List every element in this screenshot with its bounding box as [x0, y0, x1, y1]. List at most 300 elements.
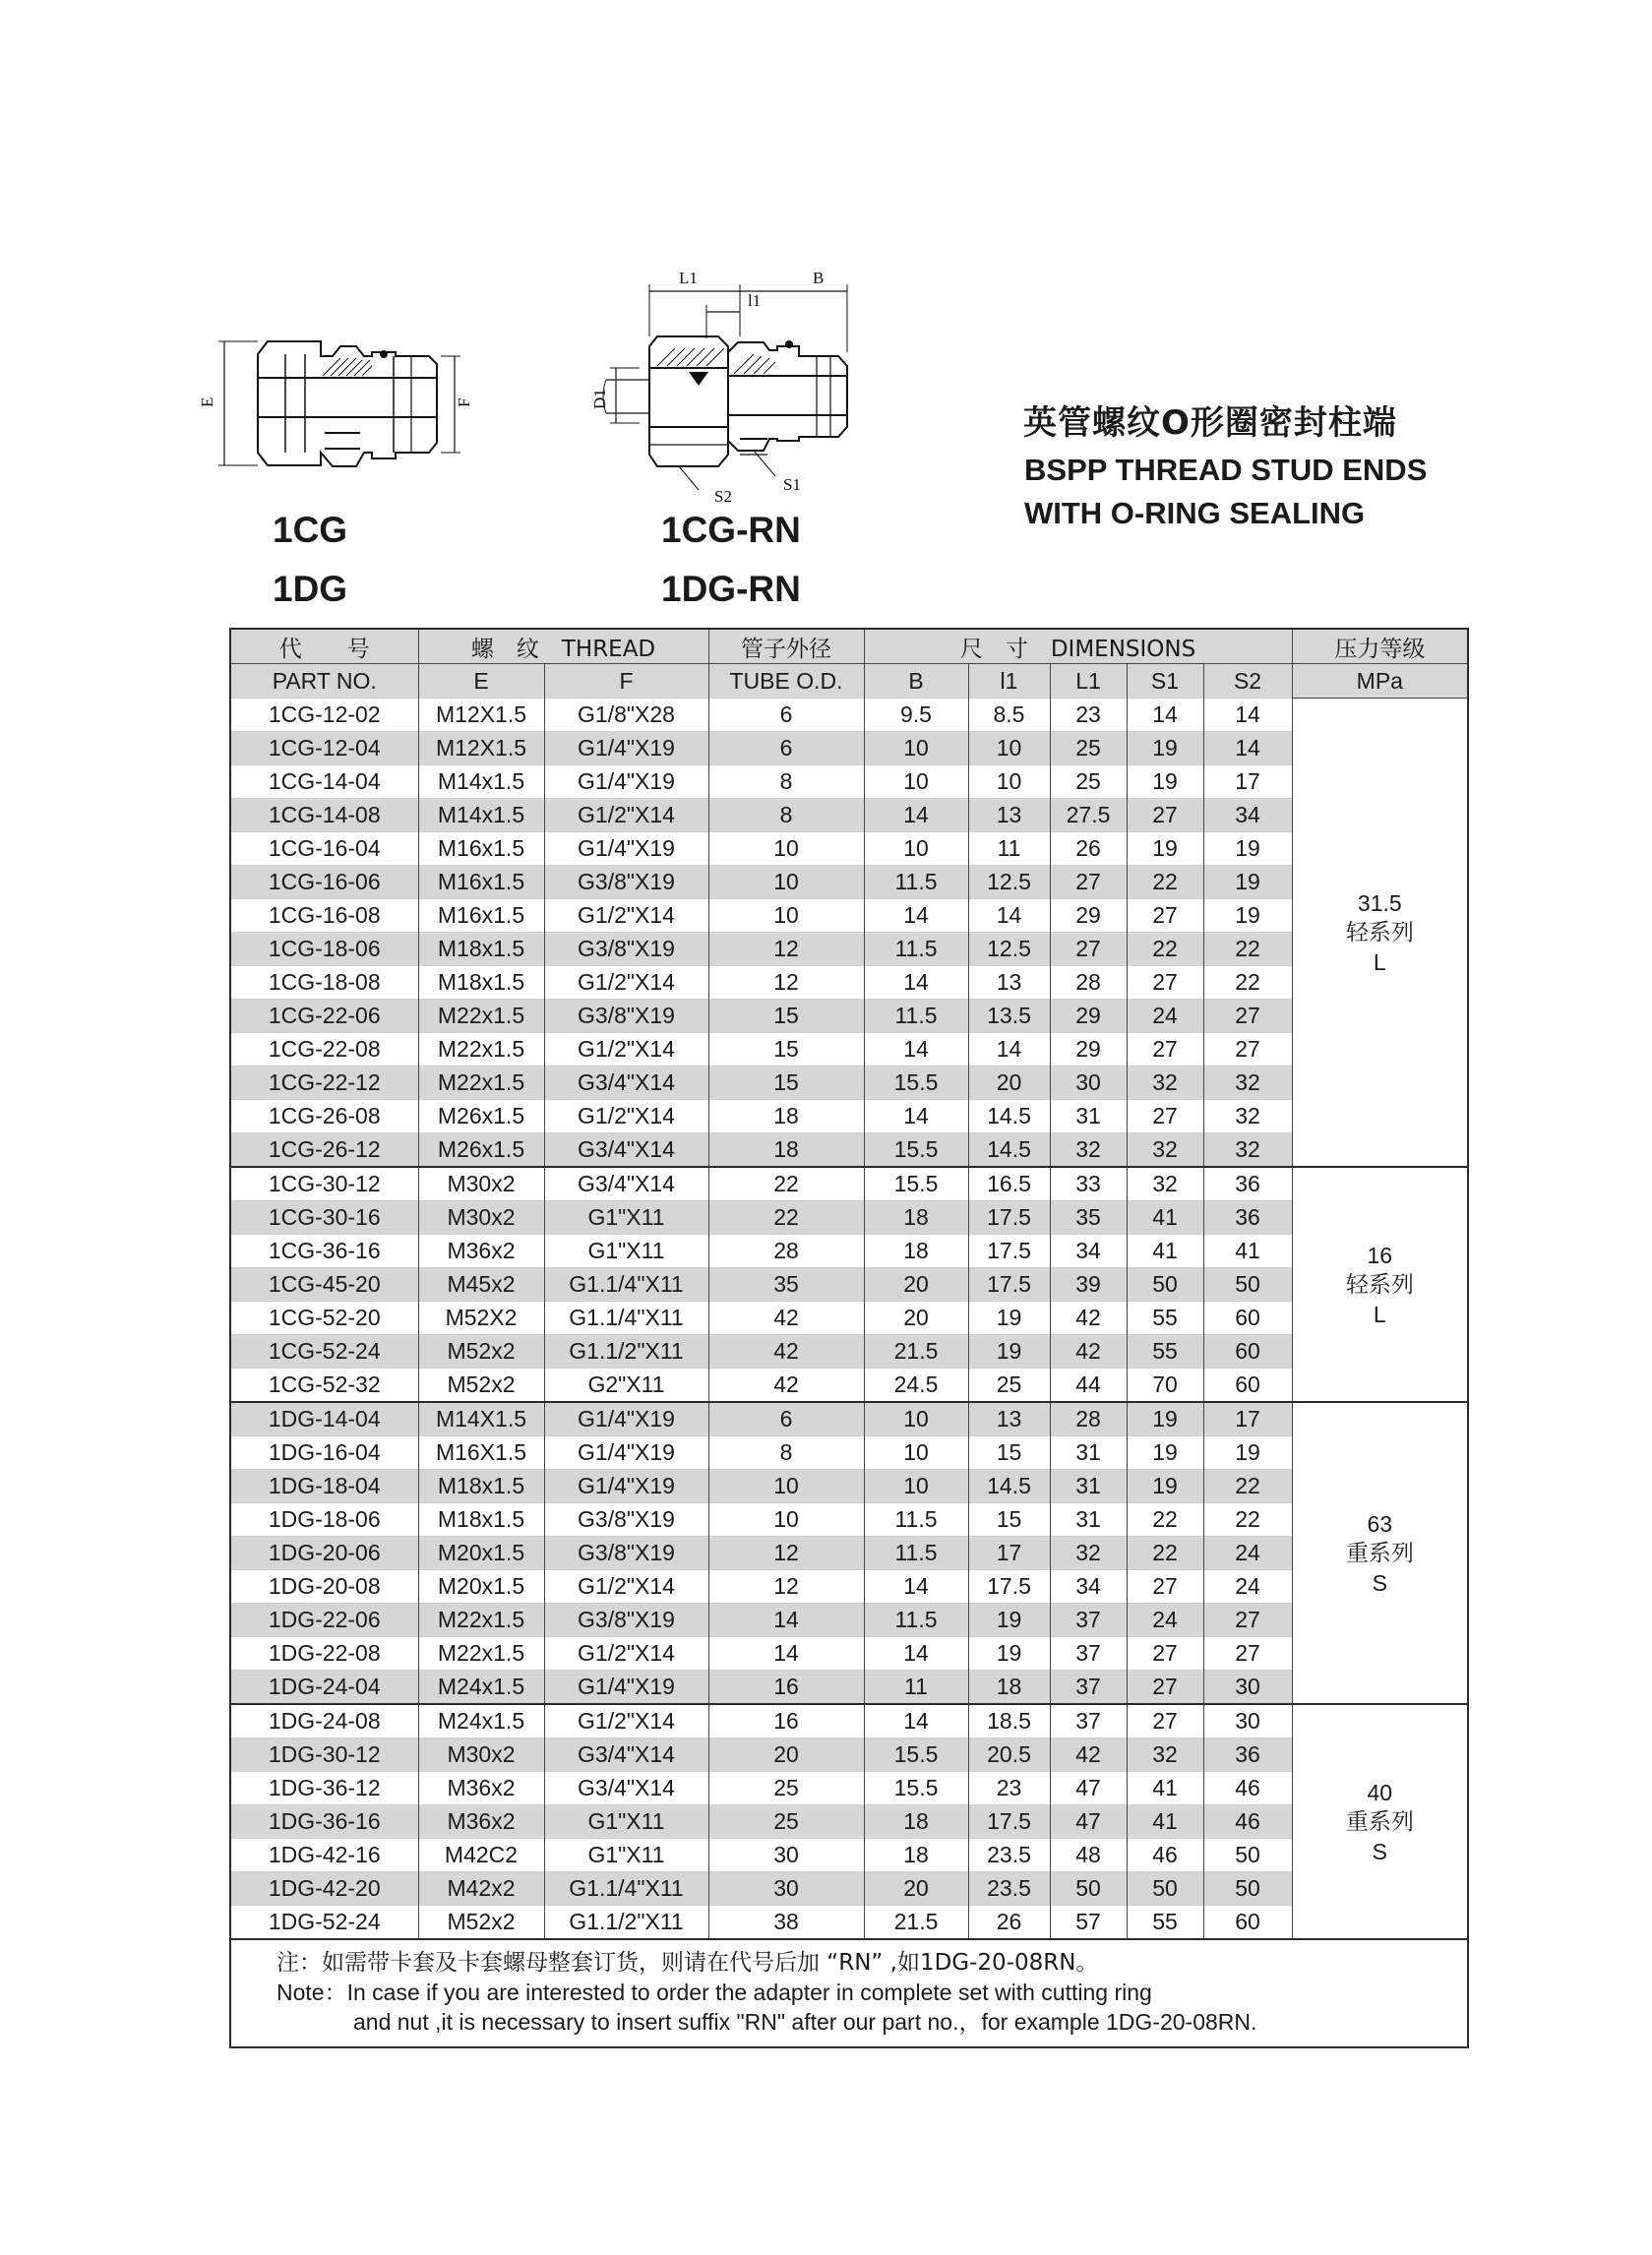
dim-e-label: E [198, 396, 216, 407]
cell-part-no: 1DG-14-04 [230, 1402, 418, 1436]
cell-dim-s2: 17 [1203, 1402, 1292, 1436]
table-row [230, 1302, 1468, 1335]
cell-thread-f: G3/8"X19 [544, 866, 708, 899]
cell-dim-l1-small: 25 [968, 1369, 1050, 1403]
cell-dim-s2: 41 [1203, 1235, 1292, 1268]
cell-tube-od: 6 [708, 699, 864, 732]
header-l1: L1 [1050, 664, 1127, 699]
table-row [230, 1604, 1468, 1637]
pressure-series: 重系列 [1345, 1540, 1414, 1566]
pressure-letter: L [1373, 1301, 1386, 1327]
cell-part-no: 1DG-18-04 [230, 1470, 418, 1503]
table-row [230, 732, 1468, 765]
cell-tube-od: 8 [708, 1436, 864, 1470]
cell-dim-s2: 27 [1203, 1033, 1292, 1067]
table-row [230, 832, 1468, 866]
cell-thread-f: G3/8"X19 [544, 1000, 708, 1033]
cell-dim-l1-small: 19 [968, 1335, 1050, 1369]
cell-thread-f: G1.1/4"X11 [544, 1302, 708, 1335]
cell-thread-f: G1/2"X14 [544, 799, 708, 832]
cell-thread-f: G2"X11 [544, 1369, 708, 1403]
cell-dim-s2: 19 [1203, 1436, 1292, 1470]
table-row [230, 1906, 1468, 1940]
table-row [230, 866, 1468, 899]
cell-thread-f: G3/4"X14 [544, 1167, 708, 1201]
cell-tube-od: 15 [708, 1000, 864, 1033]
cell-part-no: 1CG-14-08 [230, 799, 418, 832]
cell-tube-od: 6 [708, 1402, 864, 1436]
cell-dim-b: 18 [864, 1201, 968, 1235]
cell-dim-b: 11.5 [864, 1000, 968, 1033]
cell-dim-l1: 47 [1050, 1772, 1127, 1805]
cell-thread-e: M16X1.5 [418, 1436, 544, 1470]
note-english-line-1: Note：In case if you are interested to order the adapter in complete set with cutting ring [276, 1980, 1152, 2005]
cell-dim-s2: 60 [1203, 1335, 1292, 1369]
cell-dim-b: 20 [864, 1302, 968, 1335]
cell-dim-s1: 19 [1127, 765, 1203, 799]
pressure-series: 轻系列 [1345, 919, 1414, 945]
cell-thread-e: M14X1.5 [418, 1402, 544, 1436]
table-row [230, 1436, 1468, 1470]
table-row [230, 1772, 1468, 1805]
cell-part-no: 1DG-42-20 [230, 1872, 418, 1906]
cell-dim-s2: 36 [1203, 1201, 1292, 1235]
cell-dim-l1-small: 23 [968, 1772, 1050, 1805]
cell-dim-b: 11 [864, 1671, 968, 1705]
cell-dim-l1: 31 [1050, 1436, 1127, 1470]
cell-part-no: 1CG-12-04 [230, 732, 418, 765]
cell-dim-b: 14 [864, 1570, 968, 1604]
cell-dim-l1: 47 [1050, 1805, 1127, 1839]
cell-dim-l1: 48 [1050, 1839, 1127, 1872]
cell-thread-e: M18x1.5 [418, 1470, 544, 1503]
cell-thread-e: M36x2 [418, 1235, 544, 1268]
cell-tube-od: 15 [708, 1033, 864, 1067]
cell-dim-l1-small: 10 [968, 765, 1050, 799]
cell-dim-s1: 32 [1127, 1133, 1203, 1168]
cell-dim-l1-small: 26 [968, 1906, 1050, 1940]
cell-dim-s2: 19 [1203, 899, 1292, 933]
cell-thread-e: M42x2 [418, 1872, 544, 1906]
cell-dim-s2: 60 [1203, 1906, 1292, 1940]
cell-dim-s2: 32 [1203, 1067, 1292, 1100]
cell-dim-l1: 57 [1050, 1906, 1127, 1940]
cell-dim-l1: 42 [1050, 1335, 1127, 1369]
cell-dim-b: 14 [864, 1033, 968, 1067]
cell-tube-od: 14 [708, 1604, 864, 1637]
cell-dim-l1: 37 [1050, 1637, 1127, 1671]
cell-tube-od: 12 [708, 1537, 864, 1570]
cell-part-no: 1DG-42-16 [230, 1839, 418, 1872]
cell-part-no: 1DG-36-16 [230, 1805, 418, 1839]
cell-dim-s1: 24 [1127, 1000, 1203, 1033]
cell-dim-s2: 34 [1203, 799, 1292, 832]
cell-thread-f: G3/8"X19 [544, 933, 708, 966]
cell-dim-s2: 60 [1203, 1302, 1292, 1335]
cell-part-no: 1DG-24-08 [230, 1704, 418, 1738]
cell-part-no: 1CG-26-12 [230, 1133, 418, 1168]
cell-thread-f: G1/4"X19 [544, 1470, 708, 1503]
cell-dim-s1: 55 [1127, 1906, 1203, 1940]
cell-tube-od: 35 [708, 1268, 864, 1302]
cell-dim-l1-small: 13 [968, 1402, 1050, 1436]
cell-dim-s1: 19 [1127, 1470, 1203, 1503]
cell-dim-l1: 31 [1050, 1470, 1127, 1503]
cell-thread-e: M12X1.5 [418, 732, 544, 765]
cell-dim-s1: 32 [1127, 1167, 1203, 1201]
cell-thread-e: M36x2 [418, 1772, 544, 1805]
cell-dim-s2: 46 [1203, 1805, 1292, 1839]
cell-tube-od: 14 [708, 1637, 864, 1671]
table-row [230, 799, 1468, 832]
cell-tube-od: 30 [708, 1839, 864, 1872]
cell-dim-s2: 30 [1203, 1671, 1292, 1705]
cell-thread-f: G1/4"X19 [544, 832, 708, 866]
table-row [230, 1537, 1468, 1570]
note-row [230, 1939, 1468, 2047]
cell-part-no: 1CG-12-02 [230, 699, 418, 732]
cell-dim-s1: 41 [1127, 1235, 1203, 1268]
header-tube-od: TUBE O.D. [708, 664, 864, 699]
cell-thread-e: M30x2 [418, 1201, 544, 1235]
cell-thread-e: M30x2 [418, 1738, 544, 1772]
table-row [230, 1637, 1468, 1671]
cell-dim-s2: 24 [1203, 1570, 1292, 1604]
cell-dim-s2: 19 [1203, 832, 1292, 866]
cell-part-no: 1DG-36-12 [230, 1772, 418, 1805]
title-chinese: 英管螺纹O形圈密封柱端 [1023, 403, 1397, 443]
cell-part-no: 1DG-52-24 [230, 1906, 418, 1940]
pressure-value: 63 [1367, 1510, 1393, 1537]
cell-dim-l1-small: 14.5 [968, 1133, 1050, 1168]
cell-part-no: 1DG-20-08 [230, 1570, 418, 1604]
pressure-value: 40 [1367, 1779, 1393, 1805]
cell-part-no: 1CG-14-04 [230, 765, 418, 799]
cell-part-no: 1CG-18-06 [230, 933, 418, 966]
cell-thread-e: M16x1.5 [418, 832, 544, 866]
assembly-drawing [571, 258, 866, 514]
cell-dim-l1-small: 19 [968, 1637, 1050, 1671]
cell-tube-od: 8 [708, 765, 864, 799]
cell-tube-od: 10 [708, 1503, 864, 1537]
cell-thread-f: G3/8"X19 [544, 1604, 708, 1637]
cell-dim-s1: 41 [1127, 1805, 1203, 1839]
cell-thread-f: G1/2"X14 [544, 1704, 708, 1738]
cell-dim-b: 10 [864, 1470, 968, 1503]
cell-dim-s1: 14 [1127, 699, 1203, 732]
cell-part-no: 1CG-36-16 [230, 1235, 418, 1268]
cell-dim-s1: 50 [1127, 1872, 1203, 1906]
cell-dim-b: 15.5 [864, 1133, 968, 1168]
cell-dim-l1: 34 [1050, 1235, 1127, 1268]
cell-dim-s1: 27 [1127, 1671, 1203, 1705]
table-row [230, 1235, 1468, 1268]
cell-dim-l1-small: 18 [968, 1671, 1050, 1705]
cell-part-no: 1CG-22-06 [230, 1000, 418, 1033]
cell-dim-l1-small: 14 [968, 899, 1050, 933]
cell-dim-s2: 22 [1203, 966, 1292, 1000]
note-cell [230, 1939, 1468, 2047]
cell-dim-s2: 22 [1203, 1470, 1292, 1503]
pressure-group [1292, 1704, 1468, 1939]
cell-part-no: 1DG-22-06 [230, 1604, 418, 1637]
cell-tube-od: 12 [708, 1570, 864, 1604]
cell-thread-e: M45x2 [418, 1268, 544, 1302]
cell-part-no: 1CG-52-32 [230, 1369, 418, 1403]
dim-l1-label: L1 [679, 269, 698, 287]
cell-part-no: 1CG-52-24 [230, 1335, 418, 1369]
cell-tube-od: 25 [708, 1805, 864, 1839]
cell-thread-f: G3/8"X19 [544, 1503, 708, 1537]
cell-dim-s2: 32 [1203, 1100, 1292, 1133]
cell-thread-e: M22x1.5 [418, 1067, 544, 1100]
cell-tube-od: 8 [708, 799, 864, 832]
cell-dim-l1-small: 14.5 [968, 1470, 1050, 1503]
pressure-group [1292, 1402, 1468, 1704]
cell-dim-b: 11.5 [864, 1604, 968, 1637]
cell-tube-od: 6 [708, 732, 864, 765]
cell-dim-s2: 27 [1203, 1637, 1292, 1671]
table-row [230, 1839, 1468, 1872]
cell-dim-s2: 17 [1203, 765, 1292, 799]
pressure-series: 轻系列 [1345, 1271, 1414, 1298]
cell-tube-od: 10 [708, 1470, 864, 1503]
cell-dim-b: 14 [864, 799, 968, 832]
header-mpa: MPa [1292, 664, 1468, 699]
cell-thread-f: G3/4"X14 [544, 1738, 708, 1772]
cell-tube-od: 16 [708, 1704, 864, 1738]
cell-dim-b: 10 [864, 1402, 968, 1436]
cell-tube-od: 22 [708, 1167, 864, 1201]
cell-tube-od: 10 [708, 866, 864, 899]
cell-thread-e: M52x2 [418, 1906, 544, 1940]
cell-thread-e: M30x2 [418, 1167, 544, 1201]
header-b: B [864, 664, 968, 699]
cell-dim-l1: 27 [1050, 866, 1127, 899]
pressure-group [1292, 1167, 1468, 1402]
cell-dim-s1: 70 [1127, 1369, 1203, 1403]
cell-thread-f: G3/4"X14 [544, 1067, 708, 1100]
cell-dim-l1: 26 [1050, 832, 1127, 866]
header-dimensions: 尺 寸 DIMENSIONS [864, 629, 1292, 664]
cell-dim-s1: 22 [1127, 1503, 1203, 1537]
cell-dim-l1: 28 [1050, 1402, 1127, 1436]
cell-dim-s2: 60 [1203, 1369, 1292, 1403]
cell-dim-s1: 27 [1127, 1637, 1203, 1671]
pressure-group [1292, 699, 1468, 1168]
cell-dim-s2: 50 [1203, 1268, 1292, 1302]
cell-dim-s1: 22 [1127, 1537, 1203, 1570]
cell-dim-l1: 25 [1050, 732, 1127, 765]
cell-dim-s1: 41 [1127, 1772, 1203, 1805]
cell-tube-od: 12 [708, 966, 864, 1000]
cell-dim-l1: 32 [1050, 1537, 1127, 1570]
cell-dim-l1: 39 [1050, 1268, 1127, 1302]
table-row [230, 1570, 1468, 1604]
cell-dim-l1-small: 12.5 [968, 866, 1050, 899]
cell-part-no: 1CG-16-08 [230, 899, 418, 933]
cell-thread-e: M14x1.5 [418, 799, 544, 832]
cell-dim-b: 10 [864, 765, 968, 799]
cell-dim-l1: 34 [1050, 1570, 1127, 1604]
cell-part-no: 1CG-16-06 [230, 866, 418, 899]
cell-thread-f: G1/2"X14 [544, 899, 708, 933]
table-row [230, 765, 1468, 799]
cell-dim-b: 10 [864, 832, 968, 866]
table-row [230, 933, 1468, 966]
cell-dim-s1: 19 [1127, 1402, 1203, 1436]
cell-dim-s2: 36 [1203, 1738, 1292, 1772]
cell-thread-e: M42C2 [418, 1839, 544, 1872]
header-e: E [418, 664, 544, 699]
cell-dim-b: 11.5 [864, 1537, 968, 1570]
cell-thread-f: G1.1/4"X11 [544, 1268, 708, 1302]
cell-dim-s2: 46 [1203, 1772, 1292, 1805]
cell-dim-s2: 30 [1203, 1704, 1292, 1738]
cell-thread-f: G1/2"X14 [544, 1033, 708, 1067]
cell-dim-l1: 30 [1050, 1067, 1127, 1100]
cell-dim-l1: 29 [1050, 1033, 1127, 1067]
cell-thread-f: G3/4"X14 [544, 1133, 708, 1168]
table-row [230, 699, 1468, 732]
cell-dim-b: 24.5 [864, 1369, 968, 1403]
cell-dim-b: 15.5 [864, 1067, 968, 1100]
cell-thread-f: G1"X11 [544, 1839, 708, 1872]
cell-thread-e: M24x1.5 [418, 1671, 544, 1705]
table-row [230, 1268, 1468, 1302]
cell-thread-e: M26x1.5 [418, 1133, 544, 1168]
table-row [230, 1470, 1468, 1503]
cell-dim-l1-small: 19 [968, 1302, 1050, 1335]
cell-dim-b: 14 [864, 899, 968, 933]
cell-dim-s2: 27 [1203, 1000, 1292, 1033]
cell-dim-b: 15.5 [864, 1167, 968, 1201]
cell-dim-l1-small: 17.5 [968, 1201, 1050, 1235]
cell-dim-l1: 33 [1050, 1167, 1127, 1201]
table-row [230, 1402, 1468, 1436]
cell-dim-b: 11.5 [864, 866, 968, 899]
cell-dim-l1-small: 14.5 [968, 1100, 1050, 1133]
cell-dim-l1-small: 20.5 [968, 1738, 1050, 1772]
cell-dim-l1-small: 12.5 [968, 933, 1050, 966]
header-f: F [544, 664, 708, 699]
cell-tube-od: 25 [708, 1772, 864, 1805]
cell-dim-l1-small: 15 [968, 1436, 1050, 1470]
pressure-letter: L [1373, 948, 1386, 975]
cell-thread-e: M22x1.5 [418, 1000, 544, 1033]
cell-dim-l1-small: 17.5 [968, 1268, 1050, 1302]
cell-dim-b: 14 [864, 1704, 968, 1738]
cell-tube-od: 10 [708, 832, 864, 866]
cell-dim-l1: 42 [1050, 1738, 1127, 1772]
cell-thread-e: M20x1.5 [418, 1537, 544, 1570]
table-row [230, 1133, 1468, 1168]
cell-thread-f: G1/2"X14 [544, 1100, 708, 1133]
cell-dim-l1: 32 [1050, 1133, 1127, 1168]
cell-dim-b: 10 [864, 1436, 968, 1470]
cell-dim-l1-small: 23.5 [968, 1839, 1050, 1872]
cell-dim-l1: 27 [1050, 933, 1127, 966]
cell-dim-l1-small: 15 [968, 1503, 1050, 1537]
cell-dim-l1-small: 17 [968, 1537, 1050, 1570]
cell-dim-s1: 27 [1127, 966, 1203, 1000]
cell-dim-l1-small: 13 [968, 799, 1050, 832]
cell-dim-l1-small: 10 [968, 732, 1050, 765]
cell-dim-s1: 24 [1127, 1604, 1203, 1637]
header-part-no: PART NO. [230, 664, 418, 699]
cell-dim-l1-small: 18.5 [968, 1704, 1050, 1738]
dim-b-label: B [813, 269, 825, 287]
cell-part-no: 1CG-30-12 [230, 1167, 418, 1201]
note-chinese: 注：如需带卡套及卡套螺母整套订货，则请在代号后加 “RN” ,如1DG-20-08RN。 [276, 1950, 1099, 1976]
header-thread: 螺 纹 THREAD [418, 629, 708, 664]
stud-end-drawing [197, 315, 492, 482]
cell-thread-f: G1/2"X14 [544, 1637, 708, 1671]
cell-part-no: 1DG-24-04 [230, 1671, 418, 1705]
table-row [230, 1872, 1468, 1906]
cell-dim-b: 14 [864, 966, 968, 1000]
cell-dim-s2: 50 [1203, 1839, 1292, 1872]
table-row [230, 1201, 1468, 1235]
cell-dim-l1-small: 11 [968, 832, 1050, 866]
cell-dim-s1: 19 [1127, 732, 1203, 765]
cell-thread-f: G1/8"X28 [544, 699, 708, 732]
cell-thread-e: M14x1.5 [418, 765, 544, 799]
title-english-line-1: BSPP THREAD STUD ENDS [1024, 453, 1428, 487]
cell-dim-b: 11.5 [864, 1503, 968, 1537]
cell-dim-l1-small: 13.5 [968, 1000, 1050, 1033]
cell-thread-e: M52x2 [418, 1369, 544, 1403]
cell-dim-l1: 27.5 [1050, 799, 1127, 832]
cell-dim-b: 15.5 [864, 1738, 968, 1772]
dim-s2-label: S2 [714, 487, 732, 506]
cell-thread-f: G1/2"X14 [544, 966, 708, 1000]
cell-dim-s1: 41 [1127, 1201, 1203, 1235]
table-row [230, 1000, 1468, 1033]
cell-dim-s1: 19 [1127, 832, 1203, 866]
cell-dim-s1: 32 [1127, 1738, 1203, 1772]
cell-dim-b: 11.5 [864, 933, 968, 966]
cell-thread-f: G1/4"X19 [544, 1436, 708, 1470]
cell-part-no: 1DG-18-06 [230, 1503, 418, 1537]
cell-thread-e: M26x1.5 [418, 1100, 544, 1133]
cell-dim-l1: 29 [1050, 1000, 1127, 1033]
cell-part-no: 1DG-16-04 [230, 1436, 418, 1470]
cell-part-no: 1DG-22-08 [230, 1637, 418, 1671]
cell-dim-l1: 25 [1050, 765, 1127, 799]
cell-dim-s1: 46 [1127, 1839, 1203, 1872]
cell-thread-e: M18x1.5 [418, 966, 544, 1000]
code-1cg: 1CG [273, 510, 348, 550]
table-row [230, 1704, 1468, 1738]
cell-dim-s2: 22 [1203, 1503, 1292, 1537]
cell-tube-od: 38 [708, 1906, 864, 1940]
cell-thread-e: M22x1.5 [418, 1033, 544, 1067]
cell-thread-e: M16x1.5 [418, 899, 544, 933]
cell-tube-od: 28 [708, 1235, 864, 1268]
code-1dg-rn: 1DG-RN [661, 569, 801, 609]
dim-s1-label: S1 [783, 475, 801, 494]
cell-tube-od: 22 [708, 1201, 864, 1235]
header-row-1 [230, 629, 1468, 664]
dim-d1-label: D1 [590, 389, 609, 409]
cell-thread-e: M18x1.5 [418, 1503, 544, 1537]
cell-part-no: 1CG-18-08 [230, 966, 418, 1000]
cell-thread-f: G1.1/2"X11 [544, 1335, 708, 1369]
cell-thread-f: G1/2"X14 [544, 1570, 708, 1604]
cell-part-no: 1CG-52-20 [230, 1302, 418, 1335]
code-1dg: 1DG [273, 569, 348, 609]
